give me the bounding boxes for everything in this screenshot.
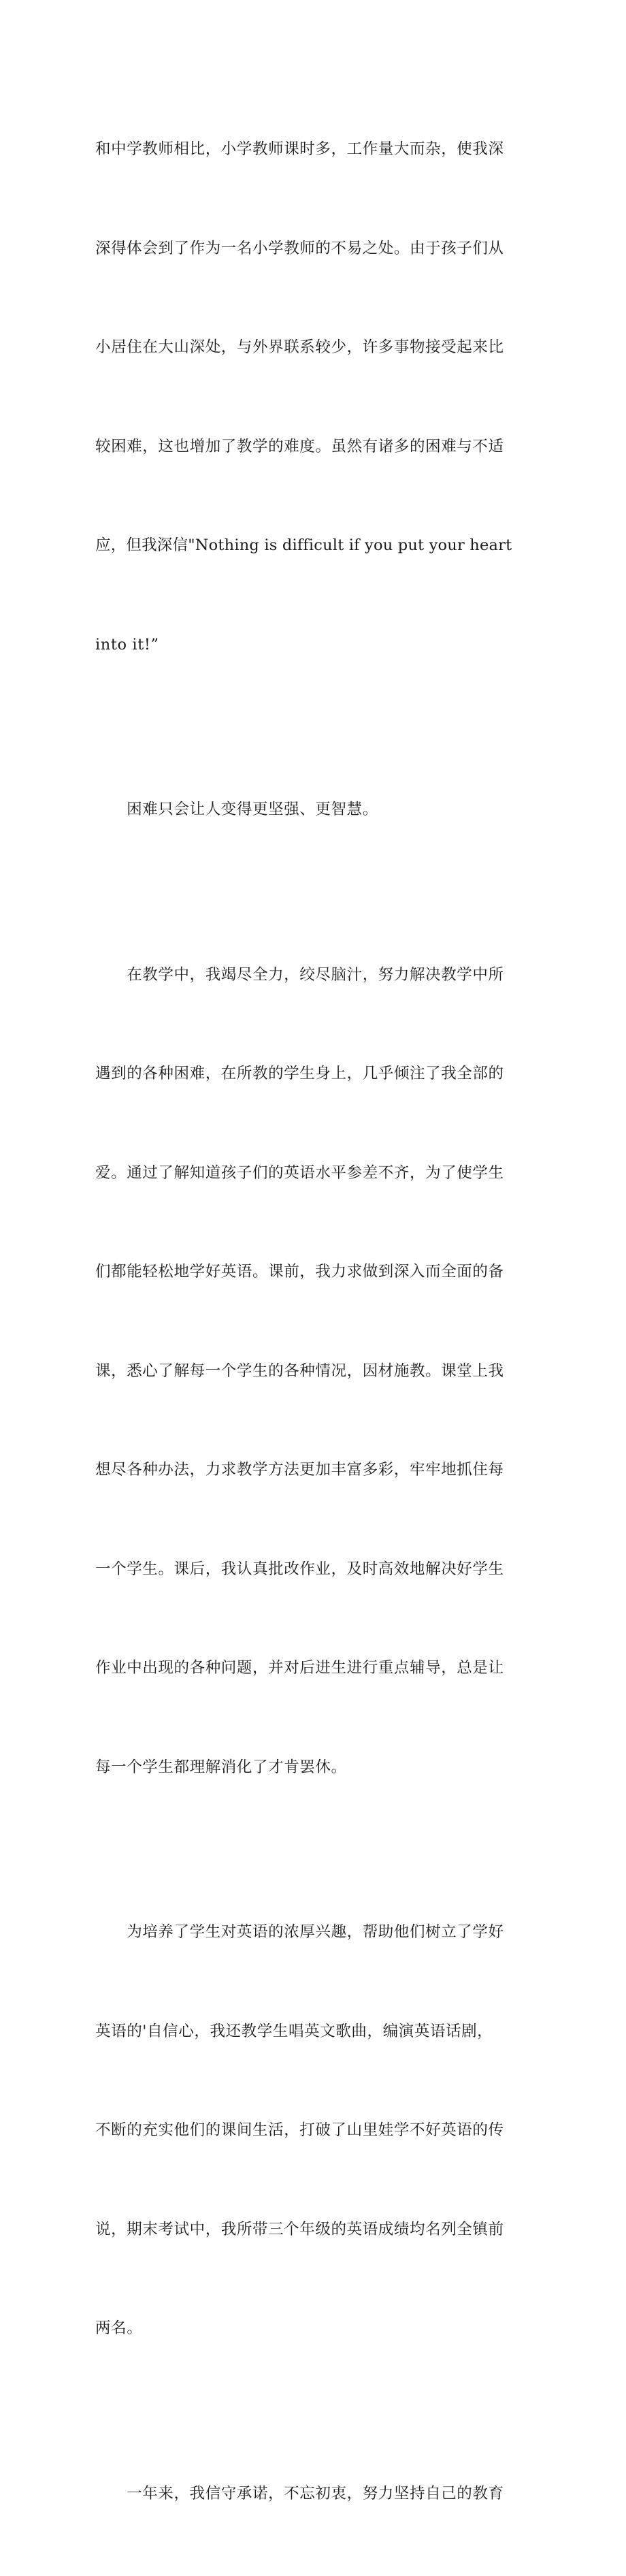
text-line: 每一个学生都理解消化了才肯罢休。 (95, 1751, 565, 1784)
text-line: 一年来，我信守承诺，不忘初衷，努力坚持自己的教育 (95, 2477, 565, 2511)
paragraph-interest (95, 1850, 565, 2411)
text-line: 英语的'自信心，我还教学生唱英文歌曲，编演英语话剧， (95, 2015, 565, 2048)
paragraph-difficulty (95, 727, 565, 892)
text-line: 想尽各种办法，力求教学方法更加丰富多彩，牢牢地抓住每 (95, 1453, 565, 1487)
text-line: 课，悉心了解每一个学生的各种情况，因材施教。课堂上我 (95, 1355, 565, 1388)
text-line: 为培养了学生对英语的浓厚兴趣，帮助他们树立了学好 (95, 1916, 565, 1949)
text-line: 两名。 (95, 2312, 565, 2345)
text-line: into it!” (95, 628, 565, 662)
paragraph-year-summary (95, 2411, 565, 2576)
text-line: 们都能轻松地学好英语。课前，我力求做到深入而全面的备 (95, 1255, 565, 1289)
paragraph-teaching (95, 892, 565, 1850)
text-line: 作业中出现的各种问题，并对后进生进行重点辅导，总是让 (95, 1652, 565, 1685)
text-line: 一个学生。课后，我认真批改作业，及时高效地解决好学生 (95, 1553, 565, 1586)
text-line: 应，但我深信"Nothing is difficult if you put your heart (95, 529, 565, 562)
text-line: 遇到的各种困难，在所教的学生身上，几乎倾注了我全部的 (95, 1057, 565, 1091)
text-line: 不断的充实他们的课间生活，打破了山里娃学不好英语的传 (95, 2114, 565, 2147)
document-body (95, 67, 565, 2576)
text-line: 和中学教师相比，小学教师课时多，工作量大而杂，使我深 (95, 133, 565, 166)
text-line: 困难只会让人变得更坚强、更智慧。 (95, 793, 565, 826)
text-line: 深得体会到了作为一名小学教师的不易之处。由于孩子们从 (95, 232, 565, 265)
text-line: 在教学中，我竭尽全力，绞尽脑汁，努力解决教学中所 (95, 959, 565, 992)
document-page (0, 0, 626, 886)
text-line: 小居住在大山深处，与外界联系较少，许多事物接受起来比 (95, 331, 565, 364)
text-line: 爱。通过了解知道孩子们的英语水平参差不齐，为了使学生 (95, 1157, 565, 1190)
text-line: 较困难，这也增加了教学的难度。虽然有诸多的困难与不适 (95, 430, 565, 464)
paragraph-workload (95, 67, 565, 727)
text-line: 说，期末考试中，我所带三个年级的英语成绩均名列全镇前 (95, 2213, 565, 2247)
